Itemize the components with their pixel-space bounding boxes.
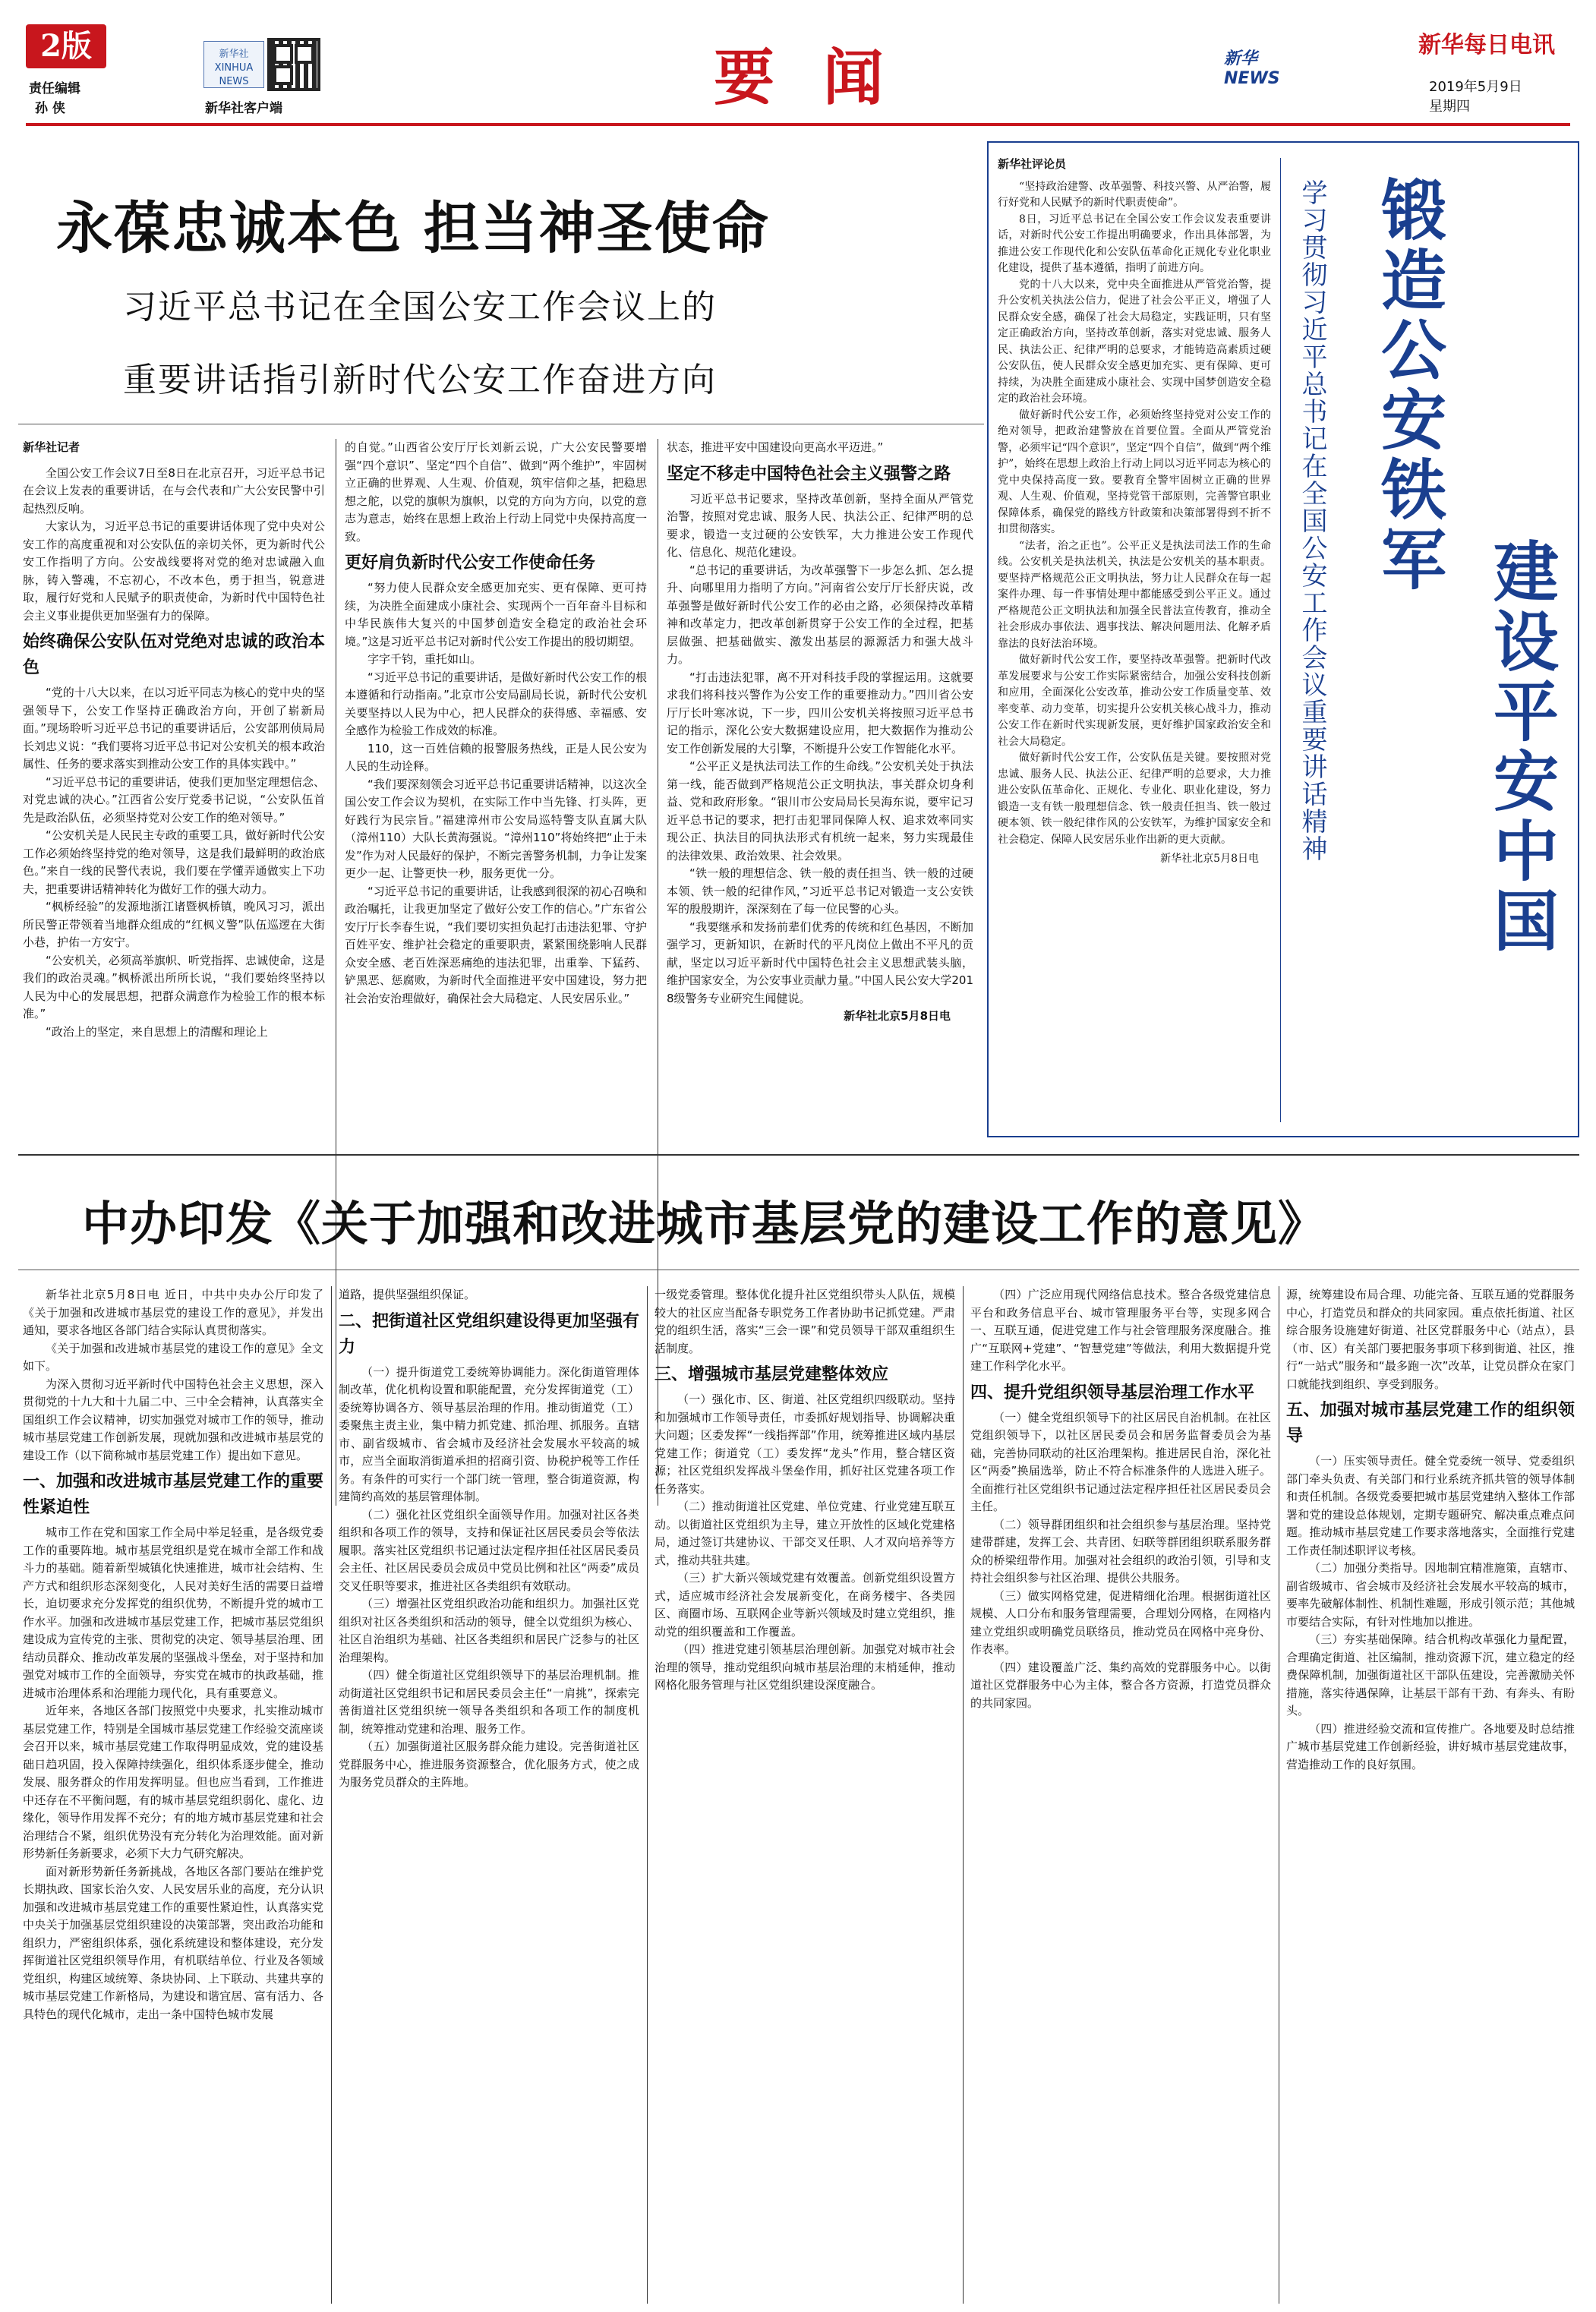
- commentary-vertical-headline-2: 建设平安中国: [1482, 538, 1559, 957]
- xinhua-logo-text: 新华社 XINHUA NEWS: [214, 49, 254, 87]
- paragraph: （四）推进经验交流和宣传推广。各地要及时总结推广城市基层党建工作创新经验，讲好城市基层党建故事，营造推动工作的良好氛围。: [1286, 1721, 1575, 1771]
- xinhua-logo-icon: [203, 41, 264, 88]
- issue-date: 2019年5月9日: [1429, 79, 1522, 95]
- column-divider: [647, 1286, 648, 2304]
- paragraph: 面对新形势新任务新挑战，各地区各部门要站在维护党长期执政、国家长治久安、人民安居乐业的高度，充分认识加强和改进城市基层党建工作的重要性紧迫性，认真落实党中央关于加强基层党组织建设的决策部署，突出政治功能和组织力，严密组织体系，强化系统建设和整体建设，充分发挥街道社区党组织领导作用，有机联结单位、行业及各领域党组织，构建区域统筹、条块协同、上下联动、共建共享的城市基层党建工作新格局，为建设和谐宜居、富有活力、各具特色的现代化城市，走出一条中国特色城市发展: [23, 1864, 323, 2021]
- article1-byline: 新华社记者: [23, 440, 80, 454]
- paragraph: “习近平总书记的重要讲话，使我们更加坚定理想信念、对党忠诚的决心。”江西省公安厅党委书记说，“公安队伍首先是政治队伍，必须坚持党对公安工作的绝对领导。”: [23, 774, 325, 825]
- subheading: 始终确保公安队伍对党绝对忠诚的政治本色: [23, 632, 325, 677]
- paragraph: 一级党委管理。整体优化提升社区党组织带头人队伍，规模较大的社区应当配备专职党务工作者协助书记抓党建。严肃党的组织生活，落实“三会一课”和党员领导干部双重组织生活制度。: [654, 1288, 955, 1355]
- paragraph: “公安机关是人民民主专政的重要工具，做好新时代公安工作必须始终坚持党的绝对领导，这是我们最鲜明的政治底色。”来自一线的民警代表说，我们要在学懂弄通做实上下功夫，把重要讲话精神转化为做好工作的强大动力。: [23, 828, 325, 896]
- paper-title: 新华每日电讯: [1418, 32, 1555, 58]
- paragraph: 状态，推进平安中国建设向更高水平迈进。”: [667, 440, 884, 454]
- paragraph: “努力使人民群众安全感更加充实、更有保障、更可持续，为决胜全面建成小康社会、实现两个一百年奋斗目标和中华民族伟大复兴的中国梦创造安全稳定的政治社会环境。”这是习近平总书记对新时代公安工作提出的殷切期望。: [345, 581, 647, 648]
- qr-code-icon[interactable]: [267, 38, 320, 91]
- masthead-rule: [26, 123, 1570, 126]
- commentary-box: [987, 141, 1579, 1137]
- paragraph: 近年来，各地区各部门按照党中央要求，扎实推动城市基层党建工作，特别是全国城市基层党建工作经验交流座谈会召开以来，城市基层党建工作取得明显成效，党的建设基础日趋巩固，投入保障持续强化，组织体系逐步健全，推动发展、服务群众的作用发挥明显。但也应当看到，工作推进中还存在不平衡问题，有的城市基层党组织弱化、虚化、边缘化，领导作用发挥不充分；有的地方城市基层党建和社会治理结合不紧，组织优势没有充分转化为治理效能。面对新形势新任务新要求，必须下大力气研究解决。: [23, 1704, 323, 1860]
- paragraph: 源，统筹建设布局合理、功能完备、互联互通的党群服务中心，打造党员和群众的共同家园。重点依托街道、社区综合服务设施建好街道、社区党群服务中心（站点），县（市、区）有关部门要把服务事项下移到街道、社区，推行“一站式”服务和“最多跑一次”改革，让党员群众在家门口就能找到组织、享受到服务。: [1286, 1288, 1575, 1391]
- subheading: 更好肩负新时代公安工作使命任务: [345, 554, 596, 572]
- issue-weekday: 星期四: [1429, 99, 1470, 115]
- paragraph: “公安机关，必须高举旗帜、听党指挥、忠诚使命，这是我们的政治灵魂。”枫桥派出所所长说，“我们要始终坚持以人民为中心的发展思想，把群众满意作为检验工作的根本标准。”: [23, 953, 325, 1020]
- paragraph: 字字千钧，重托如山。: [367, 652, 482, 666]
- paragraph: （一）健全党组织领导下的社区居民自治机制。在社区党组织领导下，以社区居民委员会和居务监督委员会为基础，完善协同联动的社区治理架构。推进居民自治，深化社区“两委”换届选举，防止不符合标准条件的人选进入班子。全面推行社区党组织书记通过法定程序担任社区居民委员会主任。: [970, 1410, 1271, 1513]
- commentary-header-label: 新华社评论员: [998, 157, 1067, 171]
- article2-col5: [1286, 1286, 1575, 2304]
- paragraph: （二）领导群团组织和社会组织参与基层治理。坚持党建带群建，发挥工会、共青团、妇联等群团组织联系服务群众的桥梁纽带作用。加强对社会组织的政治引领，引导和支持社会组织参与社区治理、提供公共服务。: [970, 1517, 1271, 1585]
- news-logo-icon: [1224, 46, 1304, 93]
- commentary-divider: [1280, 158, 1281, 1122]
- paragraph: （三）做实网格党建，促进精细化治理。根据街道社区规模、人口分布和服务管理需要，合理划分网格，在网格内建立党组织或明确党员联络员，推动党员在网格中亮身份、作表率。: [970, 1588, 1271, 1656]
- article2-headline: 中办印发《关于加强和改进城市基层党的建设工作的意见》: [82, 1196, 1326, 1251]
- paragraph: （四）广泛应用现代网络信息技术。整合各级党建信息平台和政务信息平台、城市管理服务平台等，实现多网合一、互联互通，促进党建工作与社会管理服务深度融合。推广“互联网+党建”、“智慧党建”等做法，利用大数据提升党建工作科学化水平。: [970, 1288, 1271, 1373]
- app-label: 新华社客户端: [205, 101, 282, 116]
- editor-label: 责任编辑: [29, 81, 80, 96]
- paragraph: “习近平总书记的重要讲话，让我感到很深的初心召唤和政治嘱托，让我更加坚定了做好公安工作的信心。”广东省公安厅厅长李春生说，“我们要切实担负起打击违法犯罪、守护百姓平安、维护社会稳定的重要职责，紧紧围绕影响人民群众安全感、老百姓深恶痛绝的违法犯罪，出重拳、下猛药、铲黑恶、惩腐败，为新时代全面推进平安中国建设，努力把社会治安治理做好，确保社会大局稳定、人民安居乐业。”: [345, 884, 647, 1005]
- paragraph: “我要继承和发扬前辈们优秀的传统和红色基因，不断加强学习，更新知识，在新时代的平凡岗位上做出不平凡的贡献，坚定以习近平新时代中国特色社会主义思想武装头脑，维护国家安全，为公安事业贡献力量。”中国人民公安大学2018级警务专业研究生闻健说。: [667, 919, 973, 1005]
- paragraph: （一）压实领导责任。健全党委统一领导、党委组织部门牵头负责、有关部门和行业系统齐抓共管的领导体制和责任机制。各级党委要把城市基层党建纳入整体工作部署和党的建设总体规划，定期专题研究、解决重点难点问题。推动城市基层党建工作要求落地落实，全面推行党建工作责任制述职评议考核。: [1286, 1454, 1575, 1557]
- paragraph: 道路，提供坚强组织保证。: [339, 1288, 476, 1301]
- editor-name: 孙 侠: [35, 101, 65, 116]
- paragraph: “政治上的坚定，来自思想上的清醒和理论上: [46, 1024, 268, 1039]
- page-number: 2版: [40, 28, 92, 64]
- paragraph: （四）建设覆盖广泛、集约高效的党群服务中心。以街道社区党群服务中心为主体，整合各方资源，打造党员群众的共同家园。: [970, 1660, 1271, 1710]
- paragraph: （四）健全街道社区党组织领导下的基层治理机制。推动街道社区党组织书记和居民委员会主任“一肩挑”，探索完善街道社区党组织统一领导各类组织和各项工作的制度机制，统筹推动党建和治理、服务工作。: [339, 1668, 639, 1736]
- dateline: 新华社北京5月8日电: [844, 1009, 951, 1023]
- masthead: [0, 0, 1596, 129]
- paragraph: （二）加强分类指导。因地制宜精准施策，直辖市、副省级城市、省会城市及经济社会发展水平较高的城市，要率先破解体制性、机制性难题，形成引领示范；其他城市要结合实际，有针对性地加以推进。: [1286, 1561, 1575, 1629]
- article2-col2: [339, 1286, 639, 2304]
- article2-top-rule: [18, 1154, 1579, 1156]
- paragraph: “法者，治之正也”。公平正义是执法司法工作的生命线。公安机关是执法机关，执法是公安机关的基本职责。要坚持严格规范公正文明执法，努力让人民群众在每一起案件办理、每一件事情处理中都能感受到公平正义。通过严格规范公正文明执法和加强全民普法宣传教育，推动全社会形成办事依法、遇事找法、解决问题用法、化解矛盾靠法的良好法治环境。: [998, 539, 1271, 650]
- subheading: 三、增强城市基层党建整体效应: [654, 1365, 889, 1384]
- paragraph: “党的十八大以来，在以习近平同志为核心的党中央的坚强领导下，公安工作坚持正确政治方向，开创了崭新局面。”现场聆听习近平总书记的重要讲话后，公安部刑侦局局长刘忠义说：“我们要将习近平总书记对公安机关的根本政治属性、任务的要求落实到推动公安工作的具体实践中。”: [23, 686, 325, 771]
- paragraph: 习近平总书记要求，坚持改革创新，坚持全面从严管党治警，按照对党忠诚、服务人民、执法公正、纪律严明的总要求，锻造一支过硬的公安铁军，大力推进公安工作现代化、信息化、规范化建设。: [667, 491, 973, 559]
- column-divider: [331, 1286, 332, 2304]
- paragraph: “枫桥经验”的发源地浙江诸暨枫桥镇，晚风习习，派出所民警正带领着当地群众组成的“红枫义警”队伍巡逻在大街小巷，护佑一方安宁。: [23, 900, 325, 949]
- paragraph: （四）推进党建引领基层治理创新。加强党对城市社会治理的领导，推动党组织向城市基层治理的末梢延伸，推动网格化服务管理与社区党组织建设深度融合。: [654, 1642, 955, 1692]
- paragraph: 党的十八大以来，党中央全面推进从严管党治警，提升公安机关执法公信力，促进了社会公平正义，增强了人民群众安全感，确保了社会大局稳定，实践证明，只有坚定正确政治方向，坚持改革创新，落实对党忠诚、服务人民、执法公正、纪律严明的总要求，才能铸造高素质过硬公安队伍，使人民群众安全感更加充实、更有保障、更可持续，为决胜全面建成小康社会、实现中国梦创造安全稳定的政治社会环境。: [998, 278, 1271, 405]
- paragraph: 做好新时代公安工作，公安队伍是关键。要按照对党忠诚、服务人民、执法公正、纪律严明的总要求，大力推进公安队伍革命化、正规化、专业化、职业化建设，努力锻造一支有铁一般理想信念、铁一般责任担当、铁一般过硬本领、铁一般纪律作风的公安铁军，为维护国家安全和社会稳定、保障人民安居乐业作出新的更大贡献。: [998, 752, 1271, 846]
- paragraph: 为深入贯彻习近平新时代中国特色社会主义思想，深入贯彻党的十九大和十九届二中、三中全会精神，认真落实全国组织工作会议精神，切实加强党对城市工作的领导，推动城市基层党建工作创新发展，现就加强和改进城市基层党的建设工作（以下简称城市基层党建工作）提出如下意见。: [23, 1377, 323, 1462]
- paragraph: 大家认为，习近平总书记的重要讲话体现了党中央对公安工作的高度重视和对公安队伍的亲切关怀，更为新时代公安工作指明了方向。公安战线要将对党的绝对忠诚融入血脉，铸入警魂，不忘初心，不改本色，勇于担当，锐意进取，履行好党和人民赋予的职责使命，为新时代中国特色社会主义事业提供更加坚强有力的保障。: [23, 519, 325, 623]
- paragraph: （一）强化市、区、街道、社区党组织四级联动。坚持和加强城市工作领导责任，市委抓好规划指导、协调解决重大问题；区委发挥“一线指挥部”作用，统筹推进区域内基层党建工作；街道党（工）委发挥“龙头”作用，整合辖区资源；社区党组织发挥战斗堡垒作用，抓好社区党建各项工作任务落实。: [654, 1393, 955, 1496]
- commentary-vertical-headline-1: 锻造公安铁军: [1370, 176, 1446, 595]
- subheading: 一、加强和改进城市基层党建工作的重要性紧迫性: [23, 1472, 323, 1517]
- commentary-quote: “坚持政治建警、改革强警、科技兴警、从严治警，履行好党和人民赋予的新时代职责使命”。: [998, 180, 1271, 209]
- article1-headline: 永葆忠诚本色 担当神圣使命: [56, 196, 770, 261]
- subheading: 坚定不移走中国特色社会主义强警之路: [667, 464, 951, 484]
- commentary-body: [998, 156, 1271, 1124]
- paragraph: （三）增强社区党组织政治功能和组织力。加强社区党组织对社区各类组织和活动的领导，健全以党组织为核心、社区自治组织为基础、社区各类组织和居民广泛参与的社区治理架构。: [339, 1597, 639, 1664]
- article2-col1: [23, 1286, 323, 2304]
- paragraph: “习近平总书记的重要讲话，是做好新时代公安工作的根本遵循和行动指南。”北京市公安局副局长说，新时代公安机关要坚持以人民为中心，把人民群众的获得感、幸福感、安全感作为检验工作成效的标准。: [345, 670, 647, 737]
- subheading: 四、提升党组织领导基层治理工作水平: [970, 1383, 1255, 1402]
- paragraph: 做好新时代公安工作，必须始终坚持党对公安工作的绝对领导，把政治建警放在首要位置。全面从严管党治警，必须牢记“四个意识”，坚定“四个自信”，做到“两个维护”，始终在思想上政治上行动上同以习近平同志为核心的党中央保持高度一致。要教育全警牢固树立正确的世界观、人生观、价值观，坚持党管干部原则，完善警官职业保障体系，确保党的路线方针政策和决策部署得到不折不扣贯彻落实。: [998, 408, 1271, 535]
- paragraph: 110，这一百姓信赖的报警服务热线，正是人民公安为人民的生动诠释。: [345, 741, 647, 773]
- subheading: 五、加强对城市基层党建工作的组织领导: [1286, 1401, 1575, 1446]
- paragraph: 的自觉。”山西省公安厅厅长刘新云说，广大公安民警要增强“四个意识”、坚定“四个自信”、做到“两个维护”，牢固树立正确的世界观、人生观、价值观，筑牢信仰之基，把稳思想之舵，以党的旗帜为旗帜，以党的方向为方向，以党的意志为意志，始终在思想上政治上行动上同党中央保持高度一致。: [345, 440, 647, 544]
- paragraph: （三）扩大新兴领域党建有效覆盖。创新党组织设置方式，适应城市经济社会发展新变化，在商务楼宇、各类园区、商圈市场、互联网企业等新兴领域及时建立党组织，推动党的组织覆盖和工作覆盖。: [654, 1571, 955, 1639]
- paragraph: “公平正义是执法司法工作的生命线。”公安机关处于执法第一线，能否做到严格规范公正文明执法，事关群众切身利益、党和政府形象。“银川市公安局局长吴海东说，要牢记习近平总书记的要求，把打击犯罪同保障人权、追求效率同实现公正、执法目的同执法形式有机统一起来，努力实现最佳的法律效果、政治效果、社会效果。: [667, 759, 973, 863]
- paragraph: （二）推动街道社区党建、单位党建、行业党建互联互动。以街道社区党组织为主导，建立开放性的区域化党建格局，通过签订共建协议、干部交叉任职、人才双向培养等方式，推动共驻共建。: [654, 1500, 955, 1567]
- article2-col3: [654, 1286, 955, 2304]
- news-logo-text: 新华NEWS: [1224, 49, 1280, 88]
- commentary-vertical-subhead: 学习贯彻习近平总书记在全国公安工作会议重要讲话精神: [1297, 179, 1327, 863]
- paragraph: （二）强化社区党组织全面领导作用。加强对社区各类组织和各项工作的领导，支持和保证社区居民委员会等依法履职。落实社区党组织书记通过法定程序担任社区居民委员会主任、社区居民委员会成员中党员比例和社区“两委”成员交叉任职等要求，推进社区各类组织有效联动。: [339, 1507, 639, 1593]
- paragraph: 8日，习近平总书记在全国公安工作会议发表重要讲话，对新时代公安工作提出明确要求，作出具体部署，为推进公安工作现代化和公安队伍革命化正规化专业化职业化建设，提供了基本遵循，指明了前进方向。: [998, 213, 1271, 274]
- paragraph: （五）加强街道社区服务群众能力建设。完善街道社区党群服务中心，推进服务资源整合，优化服务方式，使之成为服务党员群众的主阵地。: [339, 1740, 639, 1789]
- article1-subhead-1: 习近平总书记在全国公安工作会议上的: [123, 288, 717, 326]
- paragraph: （一）提升街道党工委统筹协调能力。深化街道管理体制改革，优化机构设置和职能配置，充分发挥街道党（工）委统筹协调各方、领导基层治理的作用。推动街道党（工）委聚焦主责主业，集中精力抓党建、抓治理、抓服务。直辖市、副省级城市、省会城市及经济社会发展水平较高的城市，应当全面取消街道承担的招商引资、协税护税等工作任务。有条件的可实行一个部门统一管理，整合街道资源，构建简约高效的基层管理体制。: [339, 1364, 639, 1503]
- paragraph: “打击违法犯罪，离不开对科技手段的掌握运用。这就要求我们将科技兴警作为公安工作的重要推动力。”四川省公安厅厅长叶寒冰说，下一步，四川公安机关将按照习近平总书记的指示，深化公安大数据建设应用，把大数据作为推动公安工作创新发展的大引擎，不断提升公安工作智能化水平。: [667, 670, 973, 755]
- commentary-dateline: 新华社北京5月8日电: [1160, 853, 1259, 865]
- section-title: 要 闻: [714, 42, 897, 113]
- paragraph: （三）夯实基础保障。结合机构改革强化力量配置，合理确定街道、社区编制，推动资源下沉，建立稳定的经费保障机制，加强街道社区干部队伍建设，完善激励关怀措施，落实待遇保障，让基层干部有干劲、有奔头、有盼头。: [1286, 1632, 1575, 1717]
- paragraph: 《关于加强和改进城市基层党的建设工作的意见》全文如下。: [23, 1341, 323, 1373]
- paragraph: 新华社北京5月8日电 近日，中共中央办公厅印发了《关于加强和改进城市基层党的建设工作的意见》，并发出通知，要求各地区各部门结合实际认真贯彻落实。: [23, 1288, 323, 1337]
- paragraph: 城市工作在党和国家工作全局中举足轻重，是各级党委工作的重要阵地。城市基层党组织是党在城市全部工作和战斗力的基础。随着新型城镇化快速推进，城市社会结构、生产方式和组织形态深刻变化，人民对美好生活的需要日益增长，迫切要求充分发挥党的组织优势，不断提升党的城市工作水平。加强和改进城市基层党建工作，把城市基层党组织建设成为宣传党的主张、贯彻党的决定、领导基层治理、团结动员群众、推动改革发展的坚强战斗堡垒，对于坚持和加强党对城市工作的全面领导，夯实党在城市的执政基础，推进城市治理体系和治理能力现代化，具有重要意义。: [23, 1525, 323, 1700]
- page-number-badge: [26, 24, 106, 68]
- paragraph: “总书记的重要讲话，为改革强警下一步怎么抓、怎么提升、向哪里用力指明了方向。”河南省公安厅厅长舒庆说，改革强警是做好新时代公安工作的必由之路，必须保持改革精神和改革定力，把改革创新贯穿于公安工作的全过程，把基层做强、把基础做实、激发出基层的源源活力和强大战斗力。: [667, 563, 973, 666]
- paragraph: “我们要深刻领会习近平总书记重要讲话精神，以这次全国公安工作会议为契机，在实际工作中当先锋、打头阵，更好践行为民宗旨。”福建漳州市公安局巡特警支队直属大队（漳州110）大队长黄海强说。“漳州110”将始终把“止于未发”作为对人民最好的保护，不断完善警务机制，力争让发案更少一起、让警更快一秒，服务更优一分。: [345, 777, 647, 880]
- column-divider: [963, 1286, 964, 2304]
- paragraph: 做好新时代公安工作，要坚持改革强警。把新时代改革发展要求与公安工作实际紧密结合，加强公安科技创新和应用，全面深化公安改革，推动公安工作质量变革、效率变革、动力变革，切实提升公安机关核心战斗力，推动公安工作在新时代实现新发展，更好维护国家政治安全和社会大局稳定。: [998, 654, 1271, 748]
- paragraph: “铁一般的理想信念、铁一般的责任担当、铁一般的过硬本领、铁一般的纪律作风，”习近平总书记对锻造一支公安铁军的殷殷期许，深深刻在了每一位民警的心头。: [667, 866, 973, 916]
- article2-col4: [970, 1286, 1271, 2304]
- subheading: 二、把街道社区党组织建设得更加坚强有力: [339, 1311, 639, 1357]
- paragraph: 全国公安工作会议7日至8日在北京召开，习近平总书记在会议上发表的重要讲话，在与会代表和广大公安民警中引起热烈反响。: [23, 465, 325, 516]
- article1-subhead-2: 重要讲话指引新时代公安工作奋进方向: [123, 361, 717, 399]
